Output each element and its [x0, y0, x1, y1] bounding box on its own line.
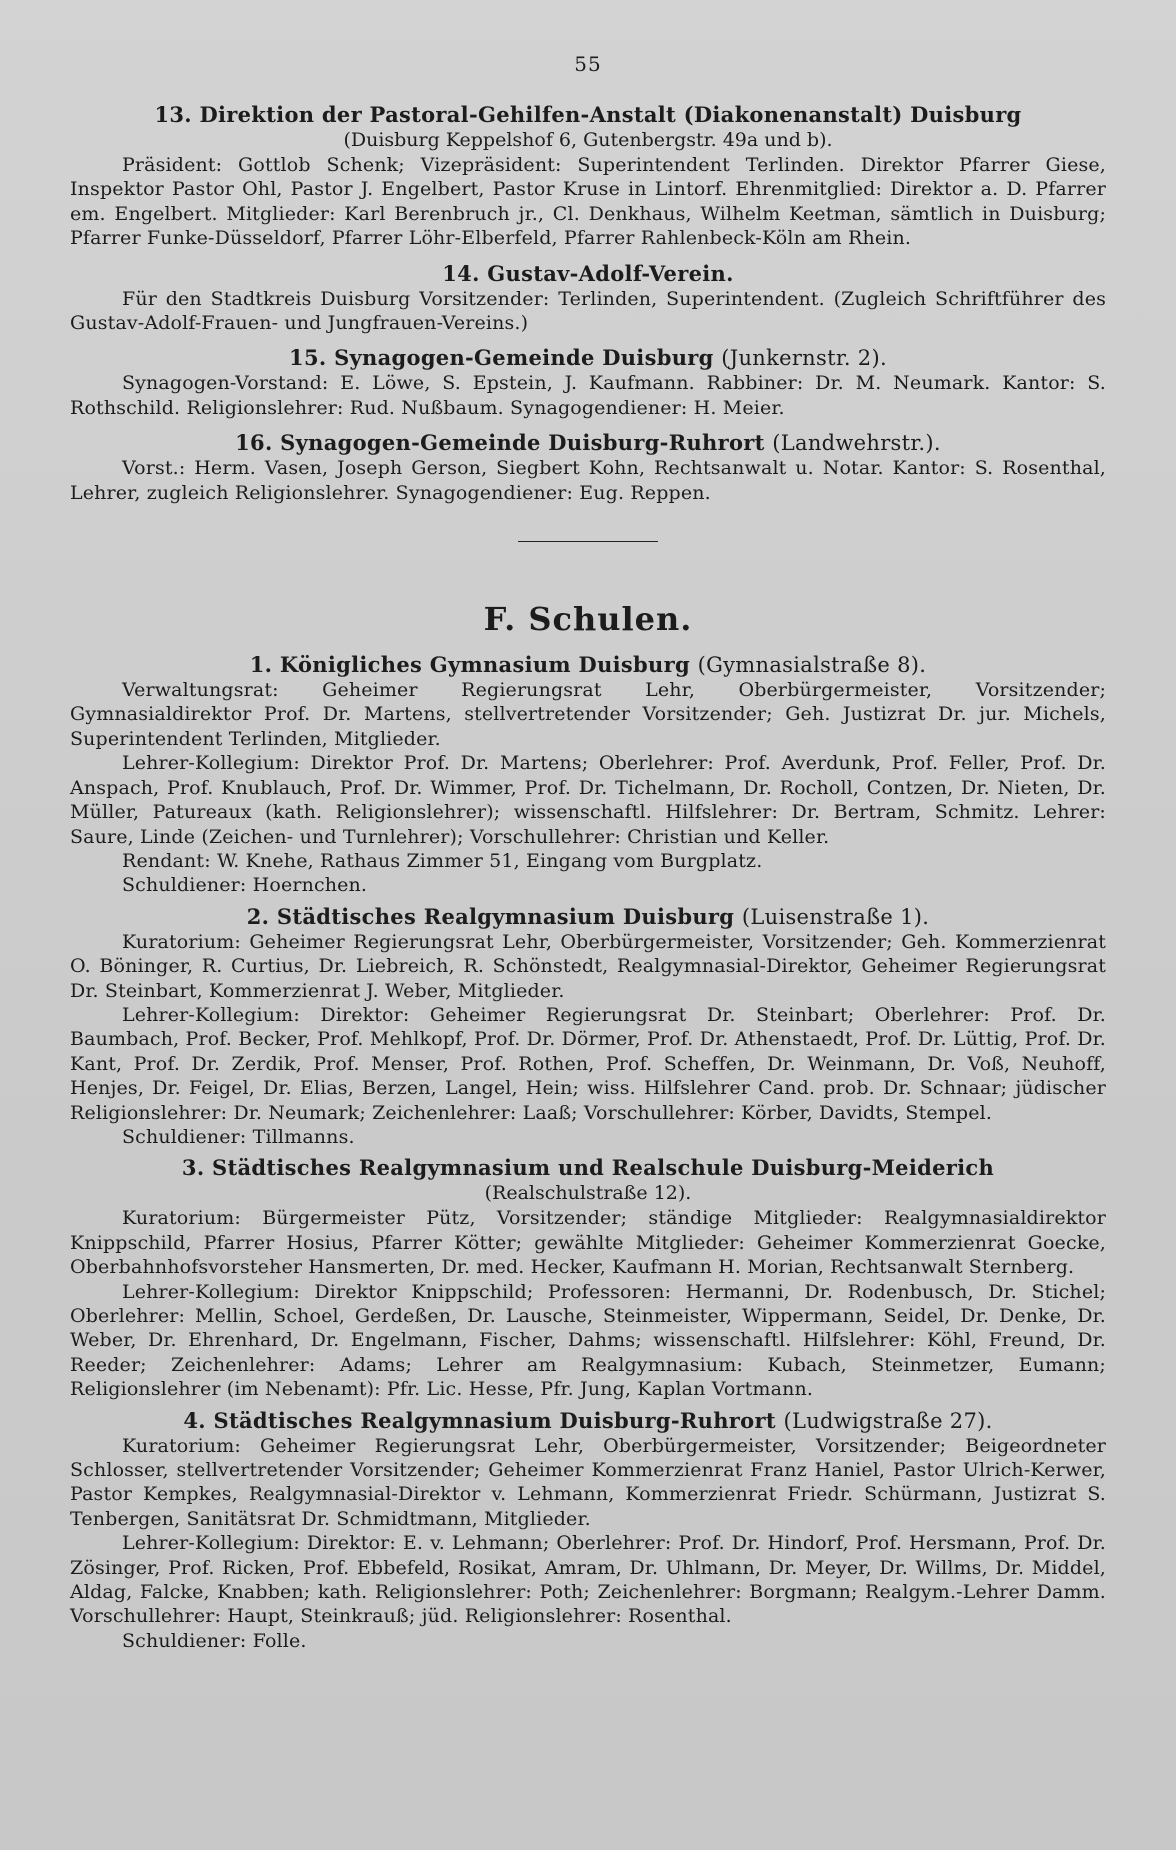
- entry-title: 2. Städtisches Realgymnasium Duisburg: [246, 903, 735, 929]
- entry-title: 4. Städtisches Realgymnasium Duisburg-Ruhrort: [183, 1407, 776, 1433]
- entry-paragraph: Lehrer-Kollegium: Direktor Prof. Dr. Martens; Oberlehrer: Prof. Averdunk, Prof. Feller, Prof. Dr. Anspach, Prof. Knublauch, Prof. Dr. Wimmer, Prof. Dr. Tichelmann, Dr. Rocholl, Contzen, Dr. Nieten, Dr. Müller, Patureaux (kath. Religionslehrer); wissenschaftl. Hilfslehrer: Dr. Bertram, Schmitz. Lehrer: Saure, Linde (Zeichen- und Turnlehrer); Vorschullehrer: Christian und Keller.: [70, 752, 1106, 848]
- entry-heading: 14. Gustav-Adolf-Verein.: [442, 260, 734, 286]
- section-divider: [518, 541, 658, 542]
- entry-address: (Gymnasialstraße 8).: [697, 653, 927, 678]
- entry-address: (Junkernstr. 2).: [721, 346, 887, 371]
- entry-paragraph: Lehrer-Kollegium: Direktor: Geheimer Regierungsrat Dr. Steinbart; Oberlehrer: Prof. Dr. Baumbach, Prof. Becker, Prof. Mehlkopf, Prof. Dr. Dörmer, Prof. Dr. Athenstaedt, Prof. Dr. Lüttig, Prof. Dr. Kant, Prof. Dr. Zerdik, Prof. Menser, Prof. Rothen, Prof. Scheffen, Dr. Weinmann, Dr. Voß, Neuhoff, Henjes, Dr. Feigel, Dr. Elias, Berzen, Langel, Hein; wiss. Hilfslehrer Cand. prob. Dr. Schnaar; jüdischer Religionslehrer: Dr. Neumark; Zeichenlehrer: Laaß; Vorschullehrer: Körber, Davidts, Stempel.: [70, 1003, 1106, 1124]
- section-title: F. Schulen.: [483, 600, 693, 639]
- school-entry-4: [70, 1408, 1106, 1654]
- entry-heading: [70, 345, 1106, 371]
- page-number: 55: [574, 52, 602, 76]
- entry-title: 15. Synagogen-Gemeinde Duisburg: [289, 345, 714, 371]
- entry-paragraph: Rendant: W. Knehe, Rathaus Zimmer 51, Eingang vom Burgplatz.: [122, 849, 763, 872]
- entry-paragraph: Kuratorium: Geheimer Regierungsrat Lehr, Oberbürgermeister, Vorsitzender; Geh. Kommerzienrat O. Böninger, R. Curtius, Dr. Liebreich, R. Schönstedt, Realgymnasial-Direktor, Geheimer Regierungsrat Dr. Steinbart, Kommerzienrat J. Weber, Mitglieder.: [70, 930, 1106, 1002]
- school-entry-3: [70, 1155, 1106, 1401]
- entry-14: [70, 261, 1106, 336]
- entry-paragraph: Lehrer-Kollegium: Direktor: E. v. Lehmann; Oberlehrer: Prof. Dr. Hindorf, Prof. Hersmann, Prof. Dr. Zösinger, Prof. Ricken, Prof. Ebbefeld, Rosikat, Amram, Dr. Uhlmann, Dr. Meyer, Dr. Willms, Dr. Middel, Aldag, Falcke, Knabben; kath. Religionslehrer: Poth; Zeichenlehrer: Borgmann; Realgym.-Lehrer Damm. Vorschullehrer: Haupt, Steinkrauß; jüd. Religionslehrer: Rosenthal.: [70, 1532, 1106, 1628]
- entry-15: [70, 345, 1106, 420]
- entry-title: 16. Synagogen-Gemeinde Duisburg-Ruhrort: [235, 430, 765, 456]
- entry-paragraph: Präsident: Gottlob Schenk; Vizepräsident: Superintendent Terlinden. Direktor Pfarrer Giese, Inspektor Pastor Ohl, Pastor J. Engelbert, Pastor Kruse in Lintorf. Ehrenmitglied: Direktor a. D. Pfarrer em. Engelbert. Mitglieder: Karl Berenbruch jr., Cl. Denkhaus, Wilhelm Keetman, sämtlich in Duisburg; Pfarrer Funke-Düsseldorf, Pfarrer Löhr-Elberfeld, Pfarrer Rahlenbeck-Köln am Rhein.: [70, 154, 1106, 250]
- entry-paragraph: Vorst.: Herm. Vasen, Joseph Gerson, Siegbert Kohn, Rechtsanwalt u. Notar. Kantor: S. Rosenthal, Lehrer, zugleich Religionslehrer. Synagogendiener: Eug. Reppen.: [70, 457, 1106, 504]
- entry-heading: [70, 652, 1106, 678]
- entry-paragraph: Lehrer-Kollegium: Direktor Knippschild; Professoren: Hermanni, Dr. Rodenbusch, Dr. Stichel; Oberlehrer: Mellin, Schoel, Gerdeßen, Dr. Lausche, Steinmeister, Wippermann, Seidel, Dr. Denke, Dr. Weber, Dr. Ehrenhard, Dr. Engelmann, Fischer, Dahms; wissenschaftl. Hilfslehrer: Köhl, Freund, Dr. Reeder; Zeichenlehrer: Adams; Lehrer am Realgymnasium: Kubach, Steinmetzer, Eumann; Religionslehrer (im Nebenamt): Pfr. Lic. Hesse, Pfr. Jung, Kaplan Vortmann.: [70, 1280, 1106, 1401]
- entry-heading: [70, 430, 1106, 456]
- entry-heading: 3. Städtisches Realgymnasium und Realschule Duisburg-Meiderich: [181, 1155, 995, 1181]
- entry-16: [70, 430, 1106, 505]
- entry-title: 1. Königliches Gymnasium Duisburg: [249, 652, 690, 678]
- entry-address: (Realschulstraße 12).: [484, 1182, 692, 1205]
- entry-paragraph: Schuldiener: Hoernchen.: [122, 874, 368, 897]
- school-entry-2: [70, 904, 1106, 1150]
- entry-paragraph: Schuldiener: Tillmanns.: [122, 1125, 355, 1148]
- entry-paragraph: Kuratorium: Geheimer Regierungsrat Lehr, Oberbürgermeister, Vorsitzender; Beigeordneter Schlosser, stellvertretender Vorsitzender; Geheimer Kommerzienrat Franz Haniel, Pastor Ulrich-Kerwer, Pastor Kempkes, Realgymnasial-Direktor v. Lehmann, Kommerzienrat Friedr. Schürmann, Justizrat S. Tenbergen, Sanitätsrat Dr. Schmidtmann, Mitglieder.: [70, 1434, 1106, 1530]
- entry-paragraph: Verwaltungsrat: Geheimer Regierungsrat Lehr, Oberbürgermeister, Vorsitzender; Gymnasialdirektor Prof. Dr. Martens, stellvertretender Vorsitzender; Geh. Justizrat Dr. jur. Michels, Superintendent Terlinden, Mitglieder.: [70, 679, 1106, 750]
- entry-address: (Luisenstraße 1).: [741, 904, 930, 929]
- entry-address: (Ludwigstraße 27).: [783, 1408, 993, 1433]
- entry-address: (Duisburg Keppelshof 6, Gutenbergstr. 49a und b).: [343, 129, 833, 151]
- entry-paragraph: Schuldiener: Folle.: [122, 1629, 307, 1652]
- entry-heading: 13. Direktion der Pastoral-Gehilfen-Anstalt (Diakonenanstalt) Duisburg: [154, 102, 1022, 127]
- entry-paragraph: Synagogen-Vorstand: E. Löwe, S. Epstein, J. Kaufmann. Rabbiner: Dr. M. Neumark. Kantor: S. Rothschild. Religionslehrer: Rud. Nußbaum. Synagogendiener: H. Meier.: [70, 372, 1106, 419]
- entry-heading: [70, 1408, 1106, 1434]
- entry-paragraph: Kuratorium: Bürgermeister Pütz, Vorsitzender; ständige Mitglieder: Realgymnasialdirektor Knippschild, Pfarrer Hosius, Pfarrer Kötter; gewählte Mitglieder: Geheimer Kommerzienrat Goecke, Oberbahnhofsvorsteher Hansmerten, Dr. med. Hecker, Kaufmann H. Morian, Rechtsanwalt Sternberg.: [70, 1207, 1106, 1279]
- entry-address: (Landwehrstr.).: [772, 431, 941, 456]
- entry-paragraph: Für den Stadtkreis Duisburg Vorsitzender: Terlinden, Superintendent. (Zugleich Schriftführer des Gustav-Adolf-Frauen- und Jungfrauen-Vereins.): [70, 287, 1106, 335]
- entry-13: [70, 102, 1106, 251]
- entry-heading: [70, 904, 1106, 930]
- school-entry-1: [70, 652, 1106, 898]
